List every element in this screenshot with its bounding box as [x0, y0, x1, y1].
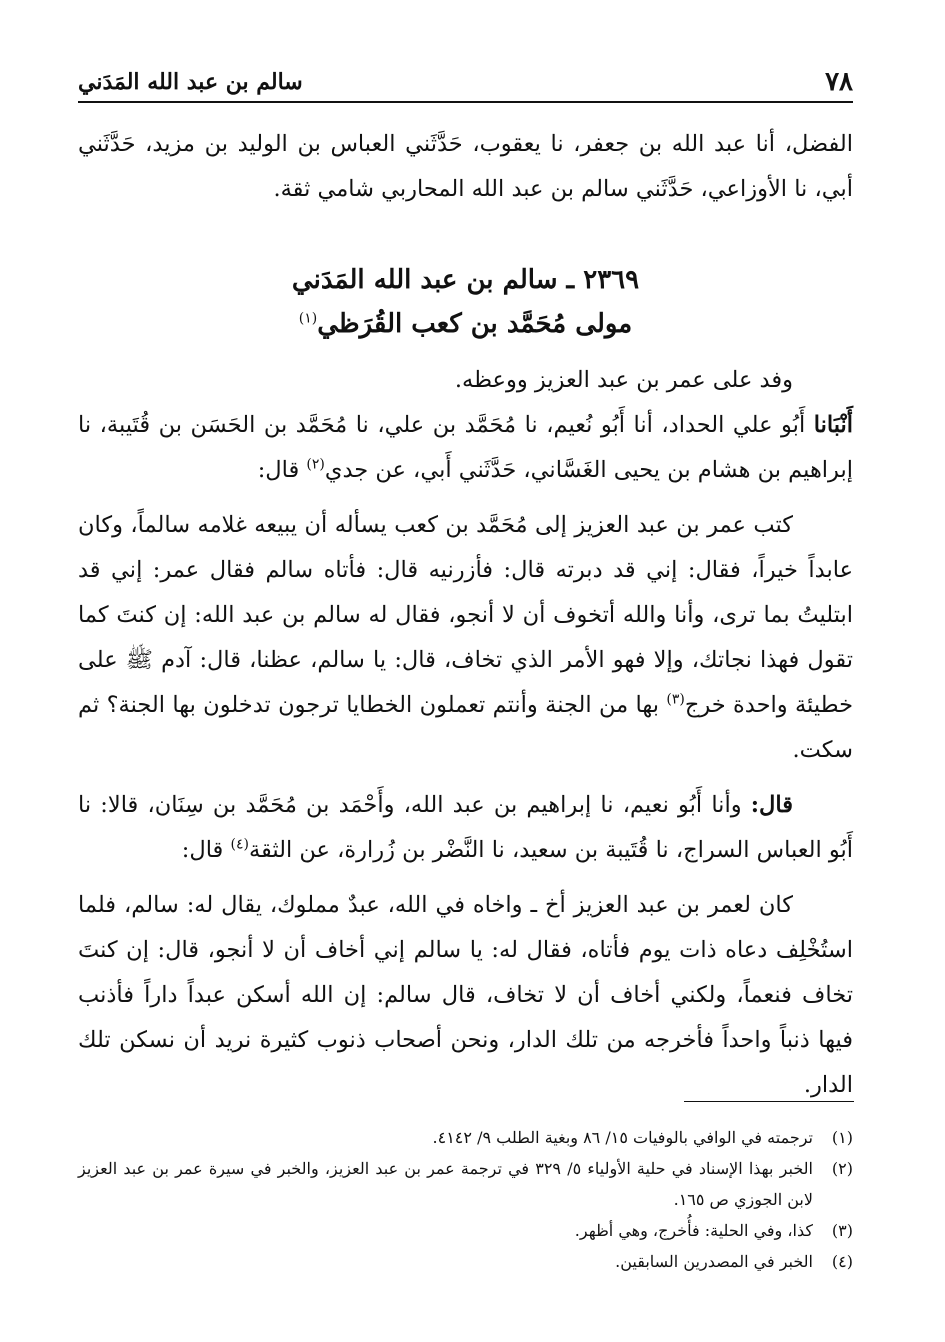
footnote-ref-4: (٤): [230, 836, 249, 853]
narration-1-text-b: بها من الجنة وأنتم تعملون الخطايا ترجون تدخلون بها الجنة؟ ثم سكت.: [78, 692, 853, 763]
footnotes: [78, 1122, 853, 1277]
footnote-text: الخبر في المصدرين السابقين.: [615, 1252, 813, 1271]
footnote-number: (٤): [831, 1252, 853, 1271]
isnad-2-text-a: وأنا أَبُو نعيم، نا إبراهيم بن عبد الله، وأَحْمَد بن مُحَمَّد بن سِنَان، قالا: نا أَبُو العباس السراج، نا قُتَيبة بن سعيد، نا النَّضْر بن زُرارة، عن الثقة: [78, 792, 853, 863]
isnad-2-text-b: قال:: [181, 837, 231, 863]
footnote-number: (٢): [831, 1159, 853, 1178]
footnote-text: الخبر بهذا الإسناد في حلية الأولياء ٥/ ٣٢٩ في ترجمة عمر بن عبد العزيز، والخبر في سيرة عمر بن عبد العزيز لابن الجوزي ص ١٦٥.: [78, 1159, 813, 1209]
footnote-2: [78, 1153, 853, 1215]
entry-heading-line1: ٢٣٦٩ ـ سالم بن عبد الله المَدَني: [291, 265, 640, 295]
entry-heading-line2: [78, 302, 853, 346]
isnad-2-lead-word: قال:: [750, 792, 793, 818]
footnote-ref-3: (٣): [666, 691, 685, 708]
paragraph-isnad-continuation: الفضل، أنا عبد الله بن جعفر، نا يعقوب، حَدَّثَني العباس بن الوليد بن مزيد، حَدَّثَني أبي، نا الأوزاعي، حَدَّثَني سالم بن عبد الله المحاربي شامي ثقة.: [78, 131, 853, 202]
paragraph-narration-2: كان لعمر بن عبد العزيز أخ ـ واخاه في الله، عبدٌ مملوك، يقال له: سالم، فلما استُخْلِف دعاه ذات يوم فأتاه، فقال له: يا سالم إني أخاف أن لا أنجو، قال: إن كنتَ تخاف فنعماً، ولكني أخاف أن لا تخاف، قال سالم: إن الله أسكن عبداً داراً فأذنب فيها ذنباً واحداً فأخرجه من تلك الدار، ونحن أصحاب ذنوب كثيرة نريد أن نسكن تلك الدار.: [78, 892, 853, 1098]
footnote-3: [78, 1215, 853, 1246]
narration-1-text-a: كتب عمر بن عبد العزيز إلى مُحَمَّد بن كعب يسأله أن يبيعه غلامه سالماً، وكان عابداً خيراً، فقال: إني قد دبرته قال: فأزرنيه قال: فأتاه سالم فقال عمر: إني قد ابتليتُ بما ترى، وأنا والله أتخوف أن لا أنجو، فقال له سالم بن عبد الله: إن كنتَ كما تقول فهذا نجاتك، وإلا فهو الأمر الذي تخاف، قال: يا سالم، عظنا، قال: آدم ﷺ على خطيئة واحدة خرج: [78, 512, 853, 718]
footnote-4: [78, 1246, 853, 1277]
footnote-ref-1: (١): [298, 310, 318, 327]
isnad-lead-word: أَنْبَانا: [813, 412, 853, 438]
header-rule: [78, 101, 853, 103]
isnad-1-text-b: قال:: [257, 457, 307, 483]
running-head: [78, 58, 853, 98]
footnote-rule: [684, 1101, 854, 1102]
footnote-number: (٣): [831, 1221, 853, 1240]
entry-heading: [78, 258, 853, 346]
footnote-text: ترجمته في الوافي بالوفيات ١٥/ ٨٦ وبغية الطلب ٩/ ٤١٤٢.: [432, 1128, 813, 1147]
paragraph-bio: وفد على عمر بن عبد العزيز ووعظه.: [454, 367, 793, 393]
paragraph-isnad-1: [78, 403, 853, 493]
running-title: سالم بن عبد الله المَدَني: [78, 69, 303, 95]
footnote-text: كذا، وفي الحلية: فأُخرج، وهي أظهر.: [574, 1221, 813, 1240]
entry-heading-line2-text: مولى مُحَمَّد بن كعب القُرَظي: [317, 309, 633, 339]
isnad-1-text-a: أَبُو علي الحداد، أنا أَبُو نُعيم، نا مُحَمَّد بن علي، نا مُحَمَّد بن الحَسَن بن قُتَيبة، نا إبراهيم بن هشام بن يحيى الغَسَّاني، حَدَّثَني أَبي، عن جدي: [78, 412, 853, 483]
footnote-number: (١): [831, 1128, 853, 1147]
paragraph-isnad-2: [78, 783, 853, 873]
page-number: ٧٨: [825, 67, 853, 97]
footnote-ref-2: (٢): [306, 456, 325, 473]
main-text: [78, 122, 853, 1108]
paragraph-narration-1: [78, 503, 853, 773]
footnote-1: [78, 1122, 853, 1153]
